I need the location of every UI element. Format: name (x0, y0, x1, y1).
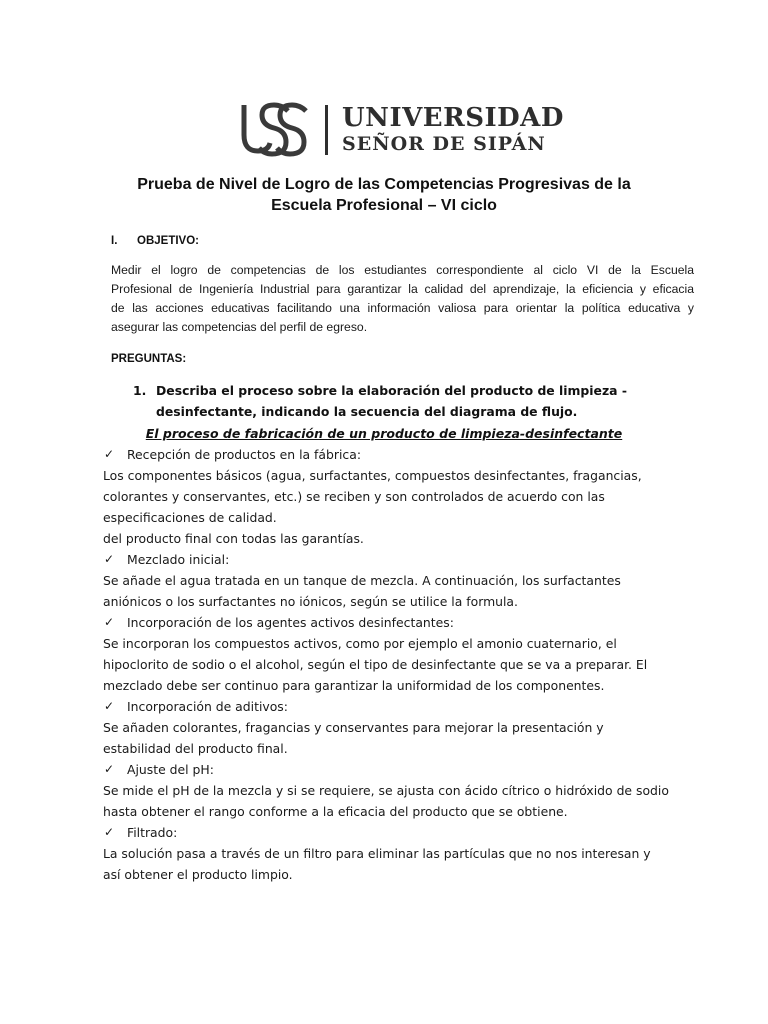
process-subtitle: El proceso de fabricación de un producto de limpieza-desinfectante (145, 426, 623, 441)
preguntas-heading: PREGUNTAS: (111, 353, 187, 365)
check-icon: ✓ (104, 615, 115, 629)
check-icon: ✓ (104, 762, 115, 776)
step-line: colorantes y conservantes, etc.) se reciben y son controlados de acuerdo con las (103, 489, 605, 504)
logo-separator (325, 105, 328, 155)
step-line: hipoclorito de sodio o el alcohol, según el tipo de desinfectante que se va a preparar. El (103, 657, 648, 672)
document-title-line-1: Prueba de Nivel de Logro de las Competencias Progresivas de la (137, 176, 631, 193)
logo-sipan-text: SEÑOR DE SIPÁN (342, 133, 546, 155)
step-title: Ajuste del pH: (127, 762, 214, 777)
step-line: aniónicos o los surfactantes no iónicos, según se utilice la formula. (103, 594, 518, 609)
check-icon: ✓ (104, 699, 115, 713)
section-number: I. (111, 235, 118, 247)
step-title: Incorporación de aditivos: (127, 699, 288, 714)
step-line: Se mide el pH de la mezcla y si se requiere, se ajusta con ácido cítrico o hidróxido de sodio (103, 783, 669, 798)
question-line-1: Describa el proceso sobre la elaboración del producto de limpieza - (156, 383, 627, 398)
step-line: mezclado debe ser continuo para garantizar la uniformidad de los componentes. (103, 678, 605, 693)
step-title: Recepción de productos en la fábrica: (127, 447, 361, 462)
objetivo-line-1: Medir el logro de competencias de los estudiantes correspondiente al ciclo VI de la Escuela (111, 263, 694, 277)
step-line: Se añaden colorantes, fragancias y conservantes para mejorar la presentación y (103, 720, 604, 735)
step-line: La solución pasa a través de un filtro para eliminar las partículas que no nos interesan y (103, 846, 651, 861)
step-line: Los componentes básicos (agua, surfactantes, compuestos desinfectantes, fragancias, (103, 468, 642, 483)
objetivo-line-2: Profesional de Ingeniería Industrial para garantizar la calidad del aprendizaje, la eficiencia y eficacia (111, 282, 694, 296)
check-icon: ✓ (104, 447, 115, 461)
step-line: del producto final con todas las garantías. (103, 531, 364, 546)
logo-university-text: UNIVERSIDAD (342, 103, 564, 133)
objetivo-line-4: asegurar las competencias del perfil de egreso. (111, 320, 368, 334)
step-line: estabilidad del producto final. (103, 741, 288, 756)
objetivo-line-3: de las acciones educativas facilitando una información valiosa para orientar la política educativa y (111, 301, 694, 315)
step-line: especificaciones de calidad. (103, 510, 277, 525)
university-logo (238, 101, 568, 159)
section-heading-objetivo: OBJETIVO: (137, 235, 199, 247)
step-line: hasta obtener el rango conforme a la eficacia del producto que se obtiene. (103, 804, 568, 819)
step-line: así obtener el producto limpio. (103, 867, 293, 882)
step-line: Se añade el agua tratada en un tanque de mezcla. A continuación, los surfactantes (103, 573, 621, 588)
step-title: Incorporación de los agentes activos desinfectantes: (127, 615, 454, 630)
document-title-line-2: Escuela Profesional – VI ciclo (271, 197, 497, 214)
check-icon: ✓ (104, 552, 115, 566)
question-number: 1. (133, 383, 147, 398)
question-line-2: desinfectante, indicando la secuencia del diagrama de flujo. (156, 404, 578, 419)
step-title: Mezclado inicial: (127, 552, 230, 567)
uss-logo-mark-icon (238, 101, 310, 159)
step-line: Se incorporan los compuestos activos, como por ejemplo el amonio cuaternario, el (103, 636, 617, 651)
step-title: Filtrado: (127, 825, 178, 840)
check-icon: ✓ (104, 825, 115, 839)
